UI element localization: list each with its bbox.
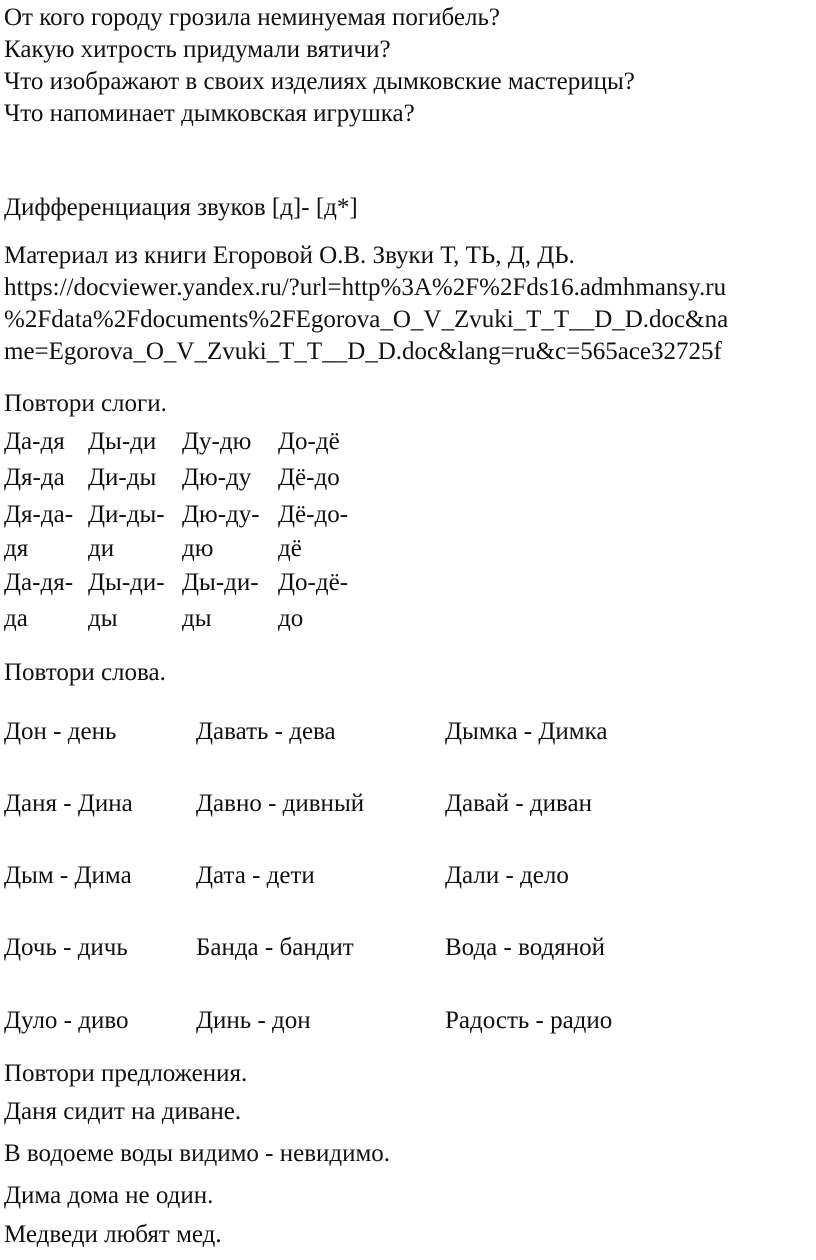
- sentences-heading: Повтори предложения.: [4, 1060, 248, 1087]
- word-pair-cell: Давай - диван: [445, 790, 592, 817]
- word-pair-cell: Давно - дивный: [196, 790, 365, 817]
- syllable-cell: Ды-ди: [88, 428, 157, 455]
- syllable-cell: дя: [4, 535, 29, 562]
- question-3: Что изображают в своих изделиях дымковские мастерицы?: [4, 68, 635, 95]
- syllable-cell: ди: [88, 535, 115, 562]
- syllable-cell: Ды-ди-: [182, 569, 259, 596]
- source-reference: Материал из книги Егоровой О.В. Звуки Т, ТЬ, Д, ДЬ.: [4, 242, 575, 269]
- question-2: Какую хитрость придумали вятичи?: [4, 36, 391, 63]
- syllable-cell: Ди-ды: [88, 464, 157, 491]
- syllable-cell: Ди-ды-: [88, 501, 165, 528]
- syllable-cell: Дё-до-: [278, 501, 349, 528]
- source-url-line-2[interactable]: %2Fdata%2Fdocuments%2FEgorova_O_V_Zvuki_T_T__D_D.doc&na: [4, 306, 729, 333]
- syllable-cell: дю: [182, 535, 214, 562]
- syllable-cell: Дю-ду: [182, 464, 252, 491]
- section-title: Дифференциация звуков [д]- [д*]: [4, 194, 358, 221]
- word-pair-cell: Радость - радио: [445, 1007, 613, 1034]
- sentence-2: В водоеме воды видимо - невидимо.: [4, 1140, 391, 1167]
- syllable-cell: до: [278, 605, 304, 632]
- word-pair-cell: Дочь - дичь: [4, 934, 128, 961]
- syllable-cell: Да-дя: [4, 428, 65, 455]
- word-pair-cell: Дали - дело: [445, 862, 569, 889]
- syllable-cell: Дя-да: [4, 464, 65, 491]
- word-pair-cell: Давать - дева: [196, 718, 336, 745]
- word-pair-cell: Дым - Дима: [4, 862, 132, 889]
- word-pair-cell: Даня - Дина: [4, 790, 133, 817]
- sentence-4: Медведи любят мед.: [4, 1221, 222, 1248]
- word-pair-cell: Дата - дети: [196, 862, 315, 889]
- syllable-cell: Дё-до: [278, 464, 340, 491]
- syllable-cell: да: [4, 605, 28, 632]
- syllable-cell: Ду-дю: [182, 428, 252, 455]
- syllable-cell: Да-дя-: [4, 569, 74, 596]
- words-heading: Повтори слова.: [4, 659, 166, 686]
- question-1: От кого городу грозила неминуемая погибель?: [4, 4, 500, 31]
- sentence-1: Даня сидит на диване.: [4, 1098, 242, 1125]
- word-pair-cell: Вода - водяной: [445, 934, 605, 961]
- syllable-cell: До-дё-: [278, 569, 349, 596]
- source-url-line-1[interactable]: https://docviewer.yandex.ru/?url=http%3A%2F%2Fds16.admhmansy.ru: [4, 274, 727, 301]
- syllable-cell: ды: [182, 605, 212, 632]
- source-url-line-3[interactable]: me=Egorova_O_V_Zvuki_T_T__D_D.doc&lang=ru&c=565ace32725f: [4, 338, 722, 365]
- syllable-cell: Ды-ди-: [88, 569, 165, 596]
- question-4: Что напоминает дымковская игрушка?: [4, 100, 415, 127]
- syllable-cell: ды: [88, 605, 118, 632]
- syllable-cell: Дя-да-: [4, 501, 74, 528]
- word-pair-cell: Дон - день: [4, 718, 117, 745]
- word-pair-cell: Дымка - Димка: [445, 718, 608, 745]
- syllables-heading: Повтори слоги.: [4, 390, 167, 417]
- syllable-cell: До-дё: [278, 428, 340, 455]
- word-pair-cell: Динь - дон: [196, 1007, 311, 1034]
- syllable-cell: дё: [278, 535, 302, 562]
- word-pair-cell: Дуло - диво: [4, 1007, 129, 1034]
- sentence-3: Дима дома не один.: [4, 1182, 214, 1209]
- word-pair-cell: Банда - бандит: [196, 934, 354, 961]
- syllable-cell: Дю-ду-: [182, 501, 260, 528]
